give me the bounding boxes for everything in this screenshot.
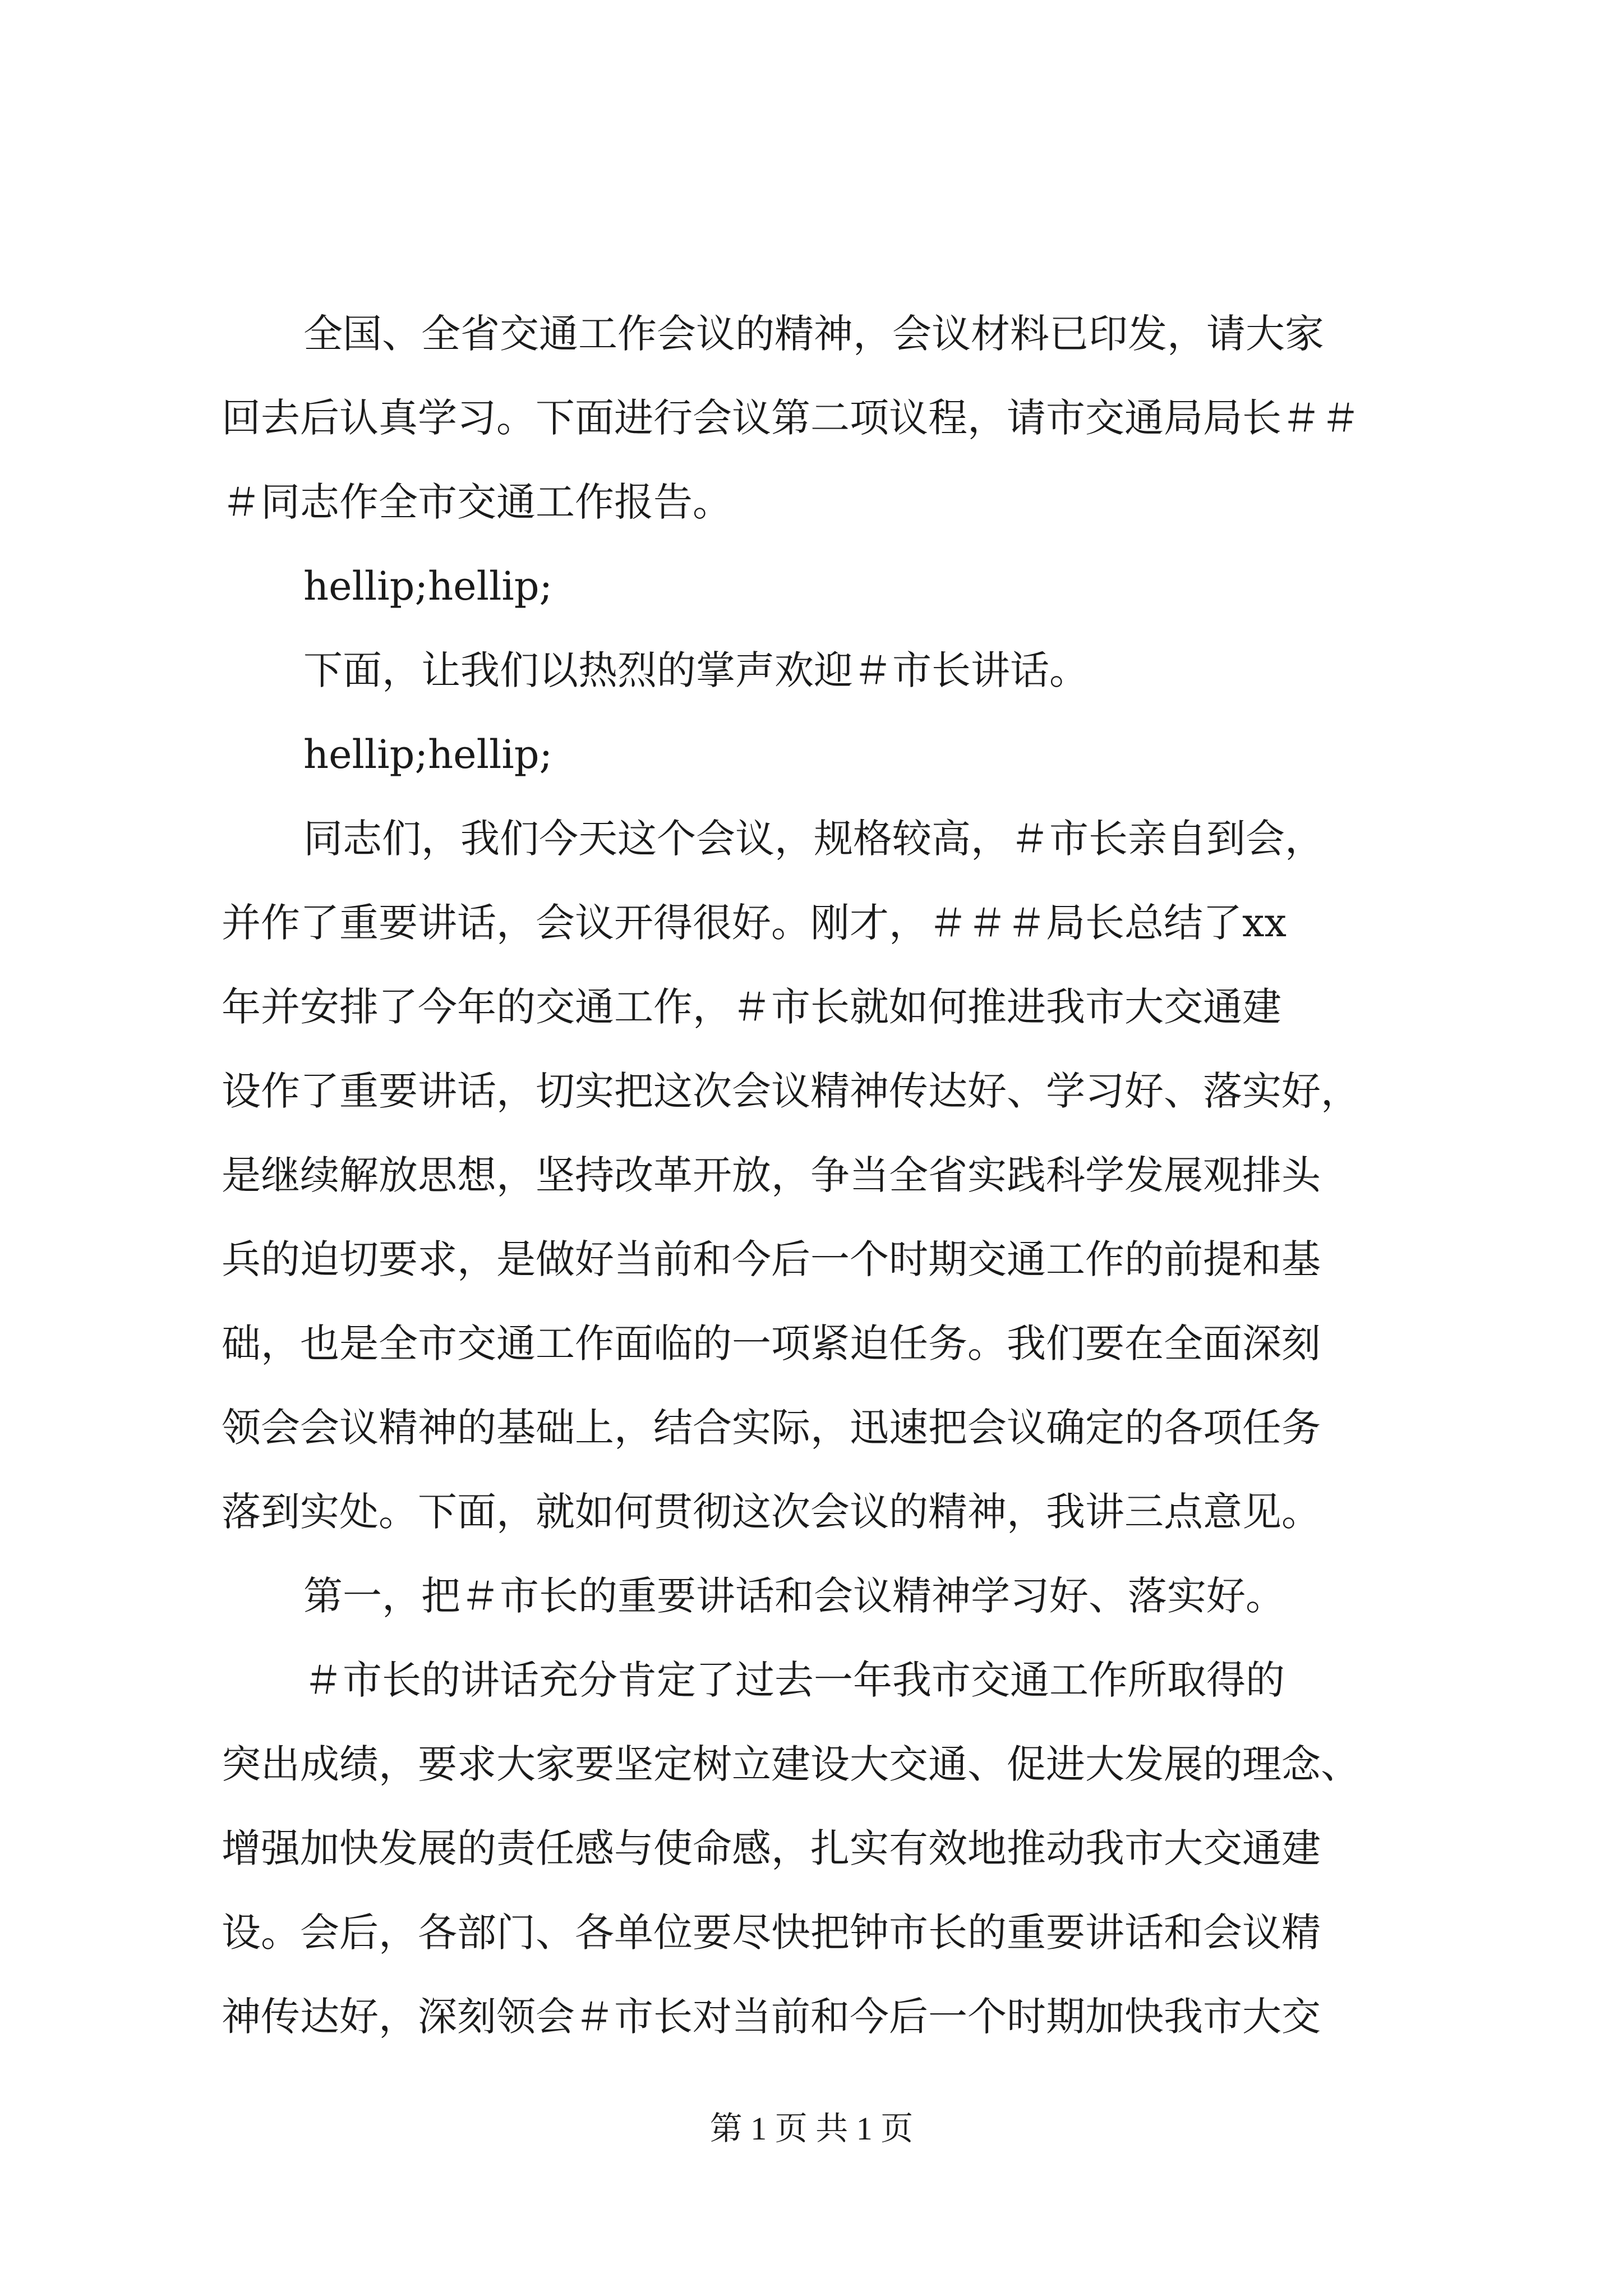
text-line: 设作了重要讲话，切实把这次会议精神传达好、学习好、落实好， — [222, 1068, 1360, 1114]
text-line: 落到实处。下面，就如何贯彻这次会议的精神，我讲三点意见。 — [222, 1489, 1321, 1535]
text-line: 下面，让我们以热烈的掌声欢迎＃市长讲话。 — [303, 647, 1089, 693]
text-line: 年并安排了今年的交通工作，＃市长就如何推进我市大交通建 — [222, 984, 1281, 1030]
text-line: 并作了重要讲话，会议开得很好。刚才，＃＃＃局长总结了xx — [222, 900, 1287, 946]
text-line: 突出成绩，要求大家要坚定树立建设大交通、促进大发展的理念、 — [222, 1741, 1360, 1787]
text-line: 全国、全省交通工作会议的精神，会议材料已印发，请大家 — [303, 311, 1324, 357]
text-line: hellip;hellip; — [303, 731, 553, 777]
text-line: 同志们，我们今天这个会议，规格较高，＃市长亲自到会， — [303, 816, 1324, 862]
text-line: 设。会后，各部门、各单位要尽快把钟市长的重要讲话和会议精 — [222, 1910, 1321, 1955]
text-line: 神传达好，深刻领会＃市长对当前和今后一个时期加快我市大交 — [222, 1994, 1321, 2040]
document-body — [222, 292, 1438, 2059]
text-line: hellip;hellip; — [303, 563, 553, 609]
text-line: 回去后认真学习。下面进行会议第二项议程，请市交通局局长＃＃ — [222, 395, 1360, 441]
text-line: 第一，把＃市长的重要讲话和会议精神学习好、落实好。 — [303, 1573, 1285, 1619]
page-footer: 第 1 页 共 1 页 — [709, 2110, 914, 2147]
text-line: ＃市长的讲话充分肯定了过去一年我市交通工作所取得的 — [303, 1657, 1285, 1703]
text-line: 领会会议精神的基础上，结合实际，迅速把会议确定的各项任务 — [222, 1405, 1321, 1451]
text-line: 是继续解放思想，坚持改革开放，争当全省实践科学发展观排头 — [222, 1152, 1321, 1198]
text-line: ＃同志作全市交通工作报告。 — [222, 479, 732, 525]
text-line: 础，也是全市交通工作面临的一项紧迫任务。我们要在全面深刻 — [222, 1320, 1321, 1366]
text-line: 增强加快发展的责任感与使命感，扎实有效地推动我市大交通建 — [222, 1825, 1321, 1871]
text-line: 兵的迫切要求，是做好当前和今后一个时期交通工作的前提和基 — [222, 1236, 1321, 1282]
